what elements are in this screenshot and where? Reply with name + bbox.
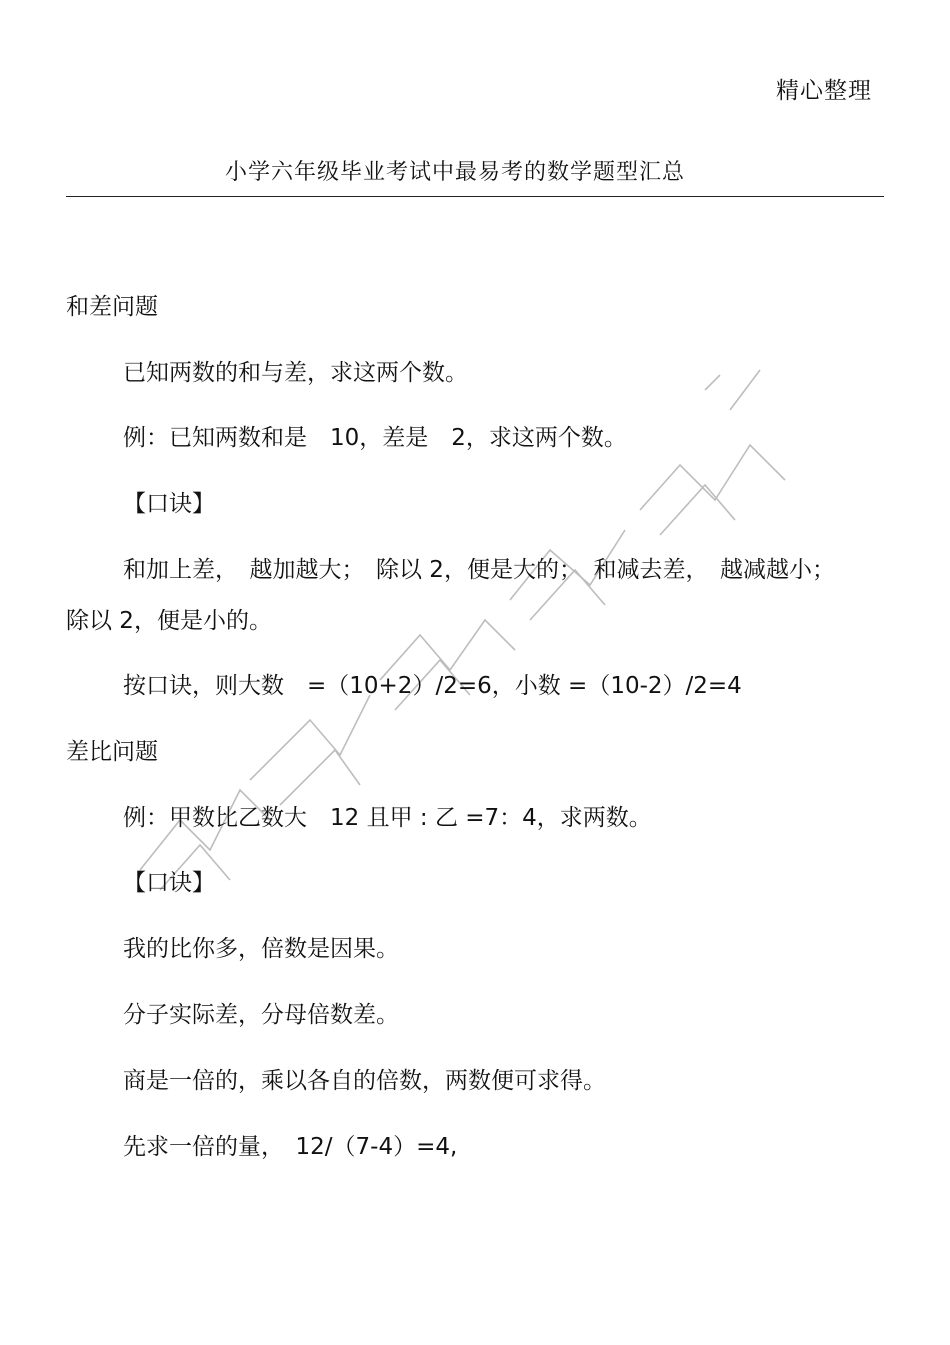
section2-line-3: 我的比你多，倍数是因果。	[123, 936, 399, 962]
section1-line-1: 已知两数的和与差，求这两个数。	[123, 360, 468, 386]
section2-line-2: 【口诀】	[123, 870, 215, 896]
section2-line-1: 例：甲数比乙数大 12 且甲 : 乙 =7：4，求两数。	[123, 805, 652, 831]
section1-line-5: 除以 2，便是小的。	[66, 608, 272, 634]
document-title: 小学六年级毕业考试中最易考的数学题型汇总	[224, 160, 685, 185]
section1-line-2: 例：已知两数和是 10，差是 2，求这两个数。	[123, 425, 627, 451]
section-heading-1: 和差问题	[66, 294, 158, 320]
section2-line-4: 分子实际差，分母倍数差。	[123, 1002, 399, 1028]
header-note: 精心整理	[776, 78, 872, 104]
section1-line-4: 和加上差， 越加越大； 除以 2，便是大的； 和减去差， 越减越小；	[123, 557, 835, 583]
section1-line-6: 按口诀，则大数 =（10+2）/2=6，小数 =（10-2）/2=4	[123, 673, 742, 699]
section1-line-3: 【口诀】	[123, 491, 215, 517]
section-heading-2: 差比问题	[66, 739, 158, 765]
title-divider	[66, 196, 884, 197]
section2-line-6: 先求一倍的量， 12/（7-4）=4,	[123, 1134, 458, 1160]
section2-line-5: 商是一倍的，乘以各自的倍数，两数便可求得。	[123, 1068, 606, 1094]
